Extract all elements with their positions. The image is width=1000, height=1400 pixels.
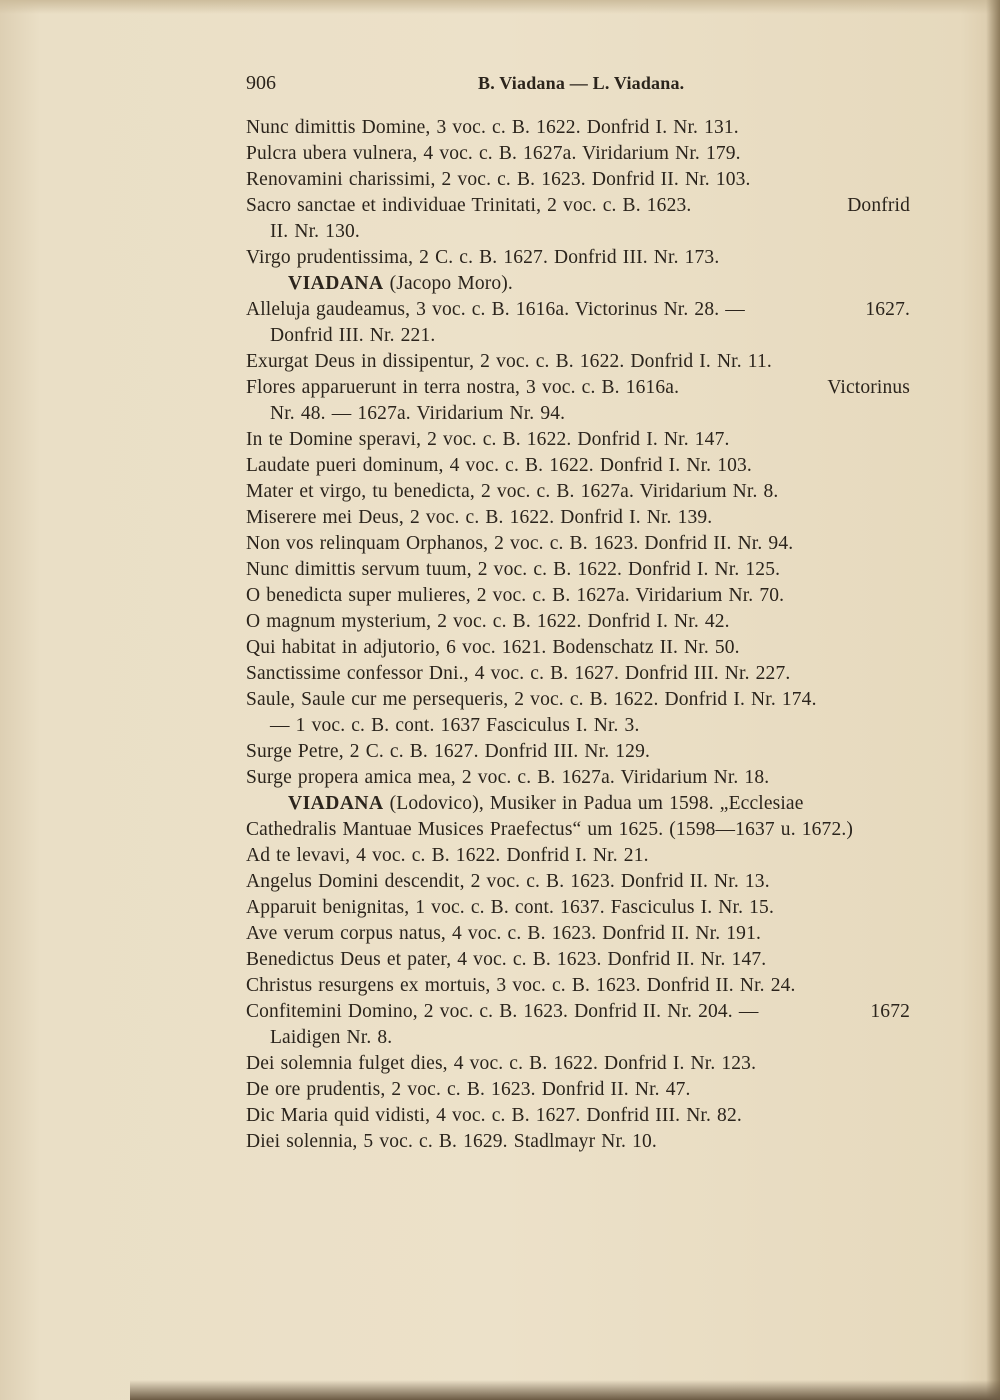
entry-line: Surge propera amica mea, 2 voc. c. B. 1627a. Viridarium Nr. 18. [246,767,770,788]
composer-heading [246,271,910,297]
composer-heading [246,791,910,817]
entry-text: Flores apparuerunt in terra nostra, 3 voc. c. B. 1616a. [246,377,680,398]
entry-line: Sanctissime confessor Dni., 4 voc. c. B. 1627. Donfrid III. Nr. 227. [246,663,791,684]
entry-line [246,297,910,323]
entry-text: Alleluja gaudeamus, 3 voc. c. B. 1616a. Victorinus Nr. 28. — [246,299,745,320]
entry-line: Ad te levavi, 4 voc. c. B. 1622. Donfrid I. Nr. 21. [246,845,649,866]
entry-line: Ave verum corpus natus, 4 voc. c. B. 1623. Donfrid II. Nr. 191. [246,923,761,944]
entry-line: Surge Petre, 2 C. c. B. 1627. Donfrid III. Nr. 129. [246,741,650,762]
entry-text-end: 1672 [870,1001,910,1022]
entry-continuation: Donfrid III. Nr. 221. [270,325,436,346]
composer-details: (Lodovico), Musiker in Padua um 1598. „Ecclesiae [383,793,804,814]
entry-line: Saule, Saule cur me persequeris, 2 voc. c. B. 1622. Donfrid I. Nr. 174. [246,689,817,710]
entry-line: Exurgat Deus in dissipentur, 2 voc. c. B. 1622. Donfrid I. Nr. 11. [246,351,772,372]
entry-line: Pulcra ubera vulnera, 4 voc. c. B. 1627a. Viridarium Nr. 179. [246,143,741,164]
entry-line: Miserere mei Deus, 2 voc. c. B. 1622. Donfrid I. Nr. 139. [246,507,713,528]
page-number: 906 [246,72,276,94]
composer-name: VIADANA [288,273,384,294]
page-top-shadow [0,0,1000,14]
entry-line: Dei solemnia fulget dies, 4 voc. c. B. 1622. Donfrid I. Nr. 123. [246,1053,757,1074]
entry-continuation: Laidigen Nr. 8. [270,1027,393,1048]
entry-line: Apparuit benignitas, 1 voc. c. B. cont. 1637. Fasciculus I. Nr. 15. [246,897,774,918]
running-head [246,72,906,96]
entry-text-end: Victorinus [827,377,910,398]
entry-line: Angelus Domini descendit, 2 voc. c. B. 1623. Donfrid II. Nr. 13. [246,871,770,892]
entry-text-end: Donfrid [847,195,910,216]
entry-text: Sacro sanctae et individuae Trinitati, 2 voc. c. B. 1623. [246,195,692,216]
entry-line [246,999,910,1025]
entry-text-end: 1627. [865,299,910,320]
entry-line: Qui habitat in adjutorio, 6 voc. 1621. Bodenschatz II. Nr. 50. [246,637,740,658]
entry-continuation: — 1 voc. c. B. cont. 1637 Fasciculus I. Nr. 3. [270,715,640,736]
entry-line: Virgo prudentissima, 2 C. c. B. 1627. Donfrid III. Nr. 173. [246,247,720,268]
catalog-entries [246,115,910,1155]
entry-line: O benedicta super mulieres, 2 voc. c. B. 1627a. Viridarium Nr. 70. [246,585,785,606]
entry-line: Non vos relinquam Orphanos, 2 voc. c. B. 1623. Donfrid II. Nr. 94. [246,533,794,554]
page-right-shadow [986,0,1000,1400]
entry-line: O magnum mysterium, 2 voc. c. B. 1622. Donfrid I. Nr. 42. [246,611,730,632]
entry-line: Benedictus Deus et pater, 4 voc. c. B. 1623. Donfrid II. Nr. 147. [246,949,767,970]
entry-continuation: Nr. 48. — 1627a. Viridarium Nr. 94. [270,403,566,424]
composer-details: (Jacopo Moro). [383,273,513,294]
entry-line: Renovamini charissimi, 2 voc. c. B. 1623. Donfrid II. Nr. 103. [246,169,751,190]
entry-line: Laudate pueri dominum, 4 voc. c. B. 1622. Donfrid I. Nr. 103. [246,455,752,476]
entry-line: Dic Maria quid vidisti, 4 voc. c. B. 1627. Donfrid III. Nr. 82. [246,1105,742,1126]
entry-line [246,375,910,401]
composer-details-continuation: Cathedralis Mantuae Musices Praefectus“ um 1625. (1598—1637 u. 1672.) [246,819,854,840]
entry-line [246,193,910,219]
entry-line: Nunc dimittis Domine, 3 voc. c. B. 1622. Donfrid I. Nr. 131. [246,117,739,138]
entry-line: Christus resurgens ex mortuis, 3 voc. c. B. 1623. Donfrid II. Nr. 24. [246,975,796,996]
composer-name: VIADANA [288,793,384,814]
page-bottom-shadow [130,1380,1000,1400]
entry-text: Confitemini Domino, 2 voc. c. B. 1623. Donfrid II. Nr. 204. — [246,1001,759,1022]
entry-line: De ore prudentis, 2 voc. c. B. 1623. Donfrid II. Nr. 47. [246,1079,691,1100]
running-title: B. Viadana — L. Viadana. [478,73,685,93]
entry-line: Nunc dimittis servum tuum, 2 voc. c. B. 1622. Donfrid I. Nr. 125. [246,559,781,580]
entry-line: Mater et virgo, tu benedicta, 2 voc. c. B. 1627a. Viridarium Nr. 8. [246,481,779,502]
entry-line: In te Domine speravi, 2 voc. c. B. 1622. Donfrid I. Nr. 147. [246,429,730,450]
entry-line: Diei solennia, 5 voc. c. B. 1629. Stadlmayr Nr. 10. [246,1131,657,1152]
entry-continuation: II. Nr. 130. [270,221,360,242]
